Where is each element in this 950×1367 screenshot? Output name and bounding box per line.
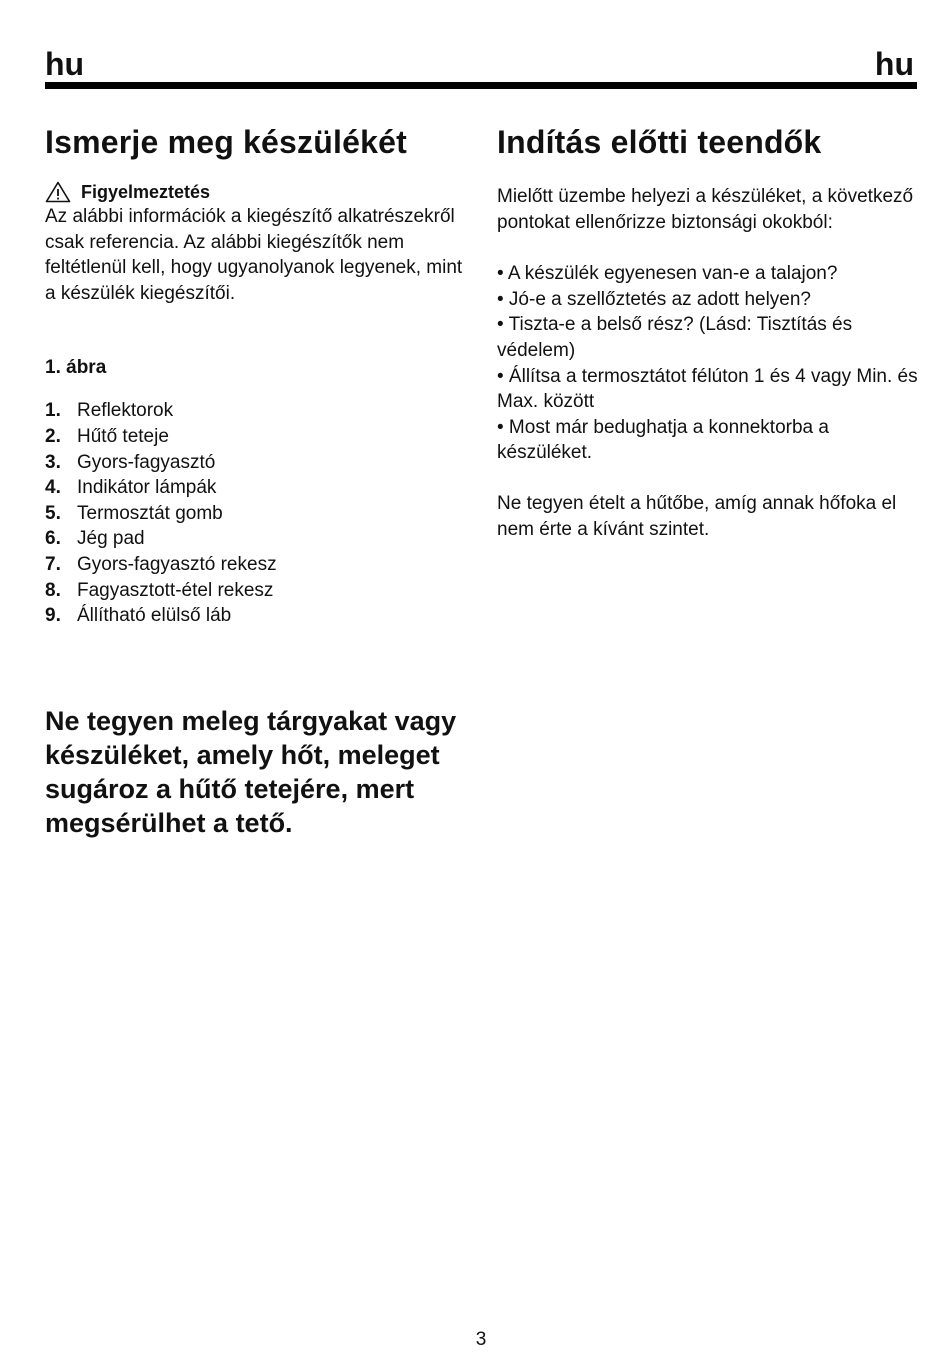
parts-list [45, 398, 470, 628]
item-number: 5. [45, 502, 61, 524]
list-item [45, 526, 470, 552]
warning-label: Figyelmeztetés [81, 182, 211, 202]
list-item: • Jó-e a szellőztetés az adott helyen? [497, 288, 812, 310]
warning-triangle-icon [45, 181, 71, 203]
list-item [45, 578, 470, 604]
list-item [45, 450, 470, 476]
item-label: Reflektorok [77, 400, 174, 422]
section-title-left: Ismerje meg készülékét [45, 124, 407, 160]
checklist [497, 261, 922, 466]
list-item: • Most már bedughatja a konnektorba a készüléket. [497, 416, 829, 464]
list-item: • Állítsa a termosztátot félúton 1 és 4 vagy Min. és Max. között [497, 365, 918, 413]
item-label: Gyors-fagyasztó rekesz [77, 553, 277, 575]
item-number: 3. [45, 451, 61, 473]
list-item [45, 398, 470, 424]
list-item [45, 501, 470, 527]
left-column [45, 120, 470, 629]
item-number: 9. [45, 605, 61, 627]
heat-warning-notice: Ne tegyen meleg tárgyakat vagy készüléket, amely hőt, meleget sugároz a hűtő tetejére, mert megsérülhet a tető. [45, 706, 457, 838]
item-number: 7. [45, 553, 61, 575]
warning-text: Az alábbi információk a kiegészítő alkatrészekről csak referencia. Az alábbi kiegészítők nem feltétlenül kell, hogy ugyanolyanok legyenek, mint a készülék kiegészítői. [45, 206, 463, 304]
intro-text: Mielőtt üzembe helyezi a készüléket, a következő pontokat ellenőrizze biztonsági okokból: [497, 186, 914, 233]
section-title-right: Indítás előtti teendők [497, 124, 822, 160]
list-item [45, 475, 470, 501]
item-number: 2. [45, 425, 61, 447]
list-item: • Tiszta-e a belső rész? (Lásd: Tisztítás és védelem) [497, 314, 853, 361]
item-label: Fagyasztott-étel rekesz [77, 579, 274, 601]
item-label: Hűtő teteje [77, 425, 169, 447]
item-label: Gyors-fagyasztó [77, 451, 216, 473]
figure-title: 1. ábra [45, 357, 107, 379]
list-item [45, 603, 470, 629]
warning-heading [45, 180, 470, 204]
item-label: Termosztát gomb [77, 502, 223, 524]
item-number: 4. [45, 477, 61, 499]
list-item: • A készülék egyenesen van-e a talajon? [497, 263, 838, 285]
item-number: 1. [45, 400, 61, 422]
item-number: 6. [45, 528, 61, 550]
item-number: 8. [45, 579, 61, 601]
list-item [45, 424, 470, 450]
item-label: Állítható elülső láb [77, 605, 232, 627]
item-label: Indikátor lámpák [77, 477, 217, 499]
right-column [497, 120, 922, 542]
item-label: Jég pad [77, 528, 145, 550]
language-label-right: hu [874, 46, 914, 82]
temperature-note: Ne tegyen ételt a hűtőbe, amíg annak hőfoka el nem érte a kívánt szintet. [497, 492, 897, 540]
language-label-left: hu [45, 46, 85, 82]
header-rule [45, 82, 917, 89]
page-number: 3 [475, 1329, 487, 1350]
list-item [45, 552, 470, 578]
